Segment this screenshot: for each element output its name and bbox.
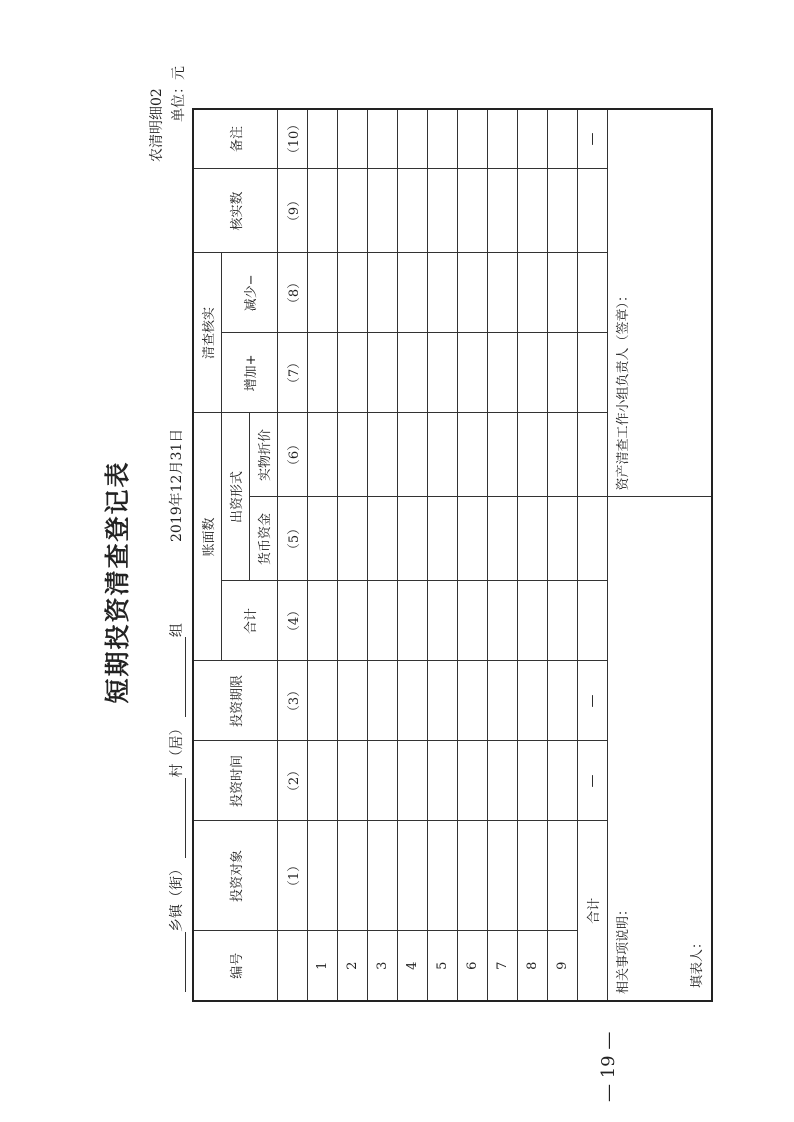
table-cell[interactable] [367, 253, 397, 333]
table-row [457, 109, 487, 1001]
table-cell[interactable] [307, 581, 337, 661]
table-cell[interactable] [307, 333, 337, 413]
row-number: 5 [427, 931, 457, 1001]
table-cell[interactable] [427, 109, 457, 169]
data-rows [307, 109, 577, 1001]
row-number: 4 [397, 931, 427, 1001]
table-cell[interactable] [397, 169, 427, 253]
column-number: （4） [277, 581, 307, 661]
table-cell[interactable] [457, 333, 487, 413]
table-cell[interactable] [457, 741, 487, 821]
table-cell[interactable] [397, 253, 427, 333]
table-cell[interactable] [547, 109, 577, 169]
table-cell[interactable] [337, 109, 367, 169]
table-cell[interactable] [367, 661, 397, 741]
header-verified: 核实数 [193, 169, 277, 253]
column-number: （5） [277, 497, 307, 581]
totals-cell[interactable] [577, 581, 607, 661]
table-cell[interactable] [337, 821, 367, 931]
location-line [166, 623, 186, 992]
table-cell[interactable] [307, 497, 337, 581]
table-cell[interactable] [367, 413, 397, 497]
form-title: 短期投资清查登记表 [103, 460, 132, 704]
responsible-label: 资产清查工作小组负责人（签章）： [615, 288, 631, 491]
column-number: （2） [277, 741, 307, 821]
table-cell[interactable] [427, 413, 457, 497]
table-row [517, 109, 547, 1001]
table-cell[interactable] [307, 109, 337, 169]
table-cell[interactable] [367, 497, 397, 581]
table-cell[interactable] [487, 741, 517, 821]
table-cell[interactable] [427, 581, 457, 661]
village-blank[interactable] [171, 778, 186, 858]
table-cell[interactable] [397, 109, 427, 169]
table-cell[interactable] [337, 497, 367, 581]
table-cell[interactable] [397, 741, 427, 821]
column-number: （8） [277, 253, 307, 333]
table-cell[interactable] [517, 253, 547, 333]
table-row [307, 109, 337, 1001]
table-cell[interactable] [427, 169, 457, 253]
table-cell[interactable] [517, 497, 547, 581]
table-cell[interactable] [397, 333, 427, 413]
table-cell[interactable] [337, 253, 367, 333]
table-cell[interactable] [427, 661, 457, 741]
header-no: 编号 [193, 931, 277, 1001]
table-cell[interactable] [487, 169, 517, 253]
table-cell[interactable] [517, 741, 547, 821]
row-number: 2 [337, 931, 367, 1001]
table-cell[interactable] [457, 821, 487, 931]
table-cell[interactable] [547, 741, 577, 821]
town-label: 乡镇（街） [169, 862, 185, 932]
table-cell[interactable] [427, 253, 457, 333]
header-decrease: 减少− [221, 253, 277, 333]
header-target: 投资对象 [193, 821, 277, 931]
related-notes-cell[interactable] [607, 497, 712, 1001]
table-cell[interactable] [517, 333, 547, 413]
table-row [487, 109, 517, 1001]
table-cell[interactable] [517, 821, 547, 931]
table-cell[interactable] [337, 741, 367, 821]
form-date: 2019年12月31日 [169, 428, 185, 542]
header-in-kind: 实物折价 [249, 413, 277, 497]
table-cell[interactable] [367, 333, 397, 413]
totals-dash: — [577, 741, 607, 821]
header-increase: 增加+ [221, 333, 277, 413]
table-cell[interactable] [547, 413, 577, 497]
table-cell[interactable] [547, 169, 577, 253]
totals-dash: — [577, 661, 607, 741]
row-number: 1 [307, 931, 337, 1001]
totals-row [577, 109, 607, 1001]
group-blank[interactable] [171, 637, 186, 717]
totals-cell[interactable] [577, 497, 607, 581]
header-total: 合计 [221, 581, 277, 661]
header-book: 账面数 [193, 413, 221, 661]
table-cell[interactable] [517, 169, 547, 253]
table-cell[interactable] [547, 497, 577, 581]
table-cell[interactable] [457, 661, 487, 741]
table-row [397, 109, 427, 1001]
table-cell[interactable] [457, 109, 487, 169]
column-number: （9） [277, 169, 307, 253]
totals-cell[interactable] [577, 169, 607, 253]
village-label: 村（居） [169, 721, 185, 778]
row-number: 3 [367, 931, 397, 1001]
column-number: （7） [277, 333, 307, 413]
table-cell[interactable] [487, 581, 517, 661]
table-cell[interactable] [397, 413, 427, 497]
responsible-cell[interactable] [607, 109, 712, 497]
table-cell[interactable] [487, 253, 517, 333]
table-cell[interactable] [397, 581, 427, 661]
table-cell[interactable] [337, 169, 367, 253]
column-number: （1） [277, 821, 307, 931]
totals-cell[interactable] [577, 413, 607, 497]
table-row [427, 109, 457, 1001]
table-cell[interactable] [337, 413, 367, 497]
table-cell[interactable] [427, 497, 457, 581]
table-cell[interactable] [457, 581, 487, 661]
table-cell[interactable] [337, 661, 367, 741]
table-cell[interactable] [487, 109, 517, 169]
investment-table [192, 108, 713, 1002]
table-cell[interactable] [487, 333, 517, 413]
header-cash: 货币资金 [249, 497, 277, 581]
row-number: 6 [457, 931, 487, 1001]
table-cell[interactable] [367, 109, 397, 169]
related-notes-label: 相关事项说明： [615, 902, 631, 994]
table-cell[interactable] [367, 821, 397, 931]
table-cell[interactable] [307, 661, 337, 741]
table-row [367, 109, 397, 1001]
totals-cell[interactable] [577, 253, 607, 333]
unit-label: 单位：元 [171, 66, 187, 122]
row-number: 7 [487, 931, 517, 1001]
totals-label: 合计 [577, 821, 607, 1001]
table-cell[interactable] [397, 661, 427, 741]
filler-label: 填表人： [690, 935, 705, 988]
table-cell[interactable] [487, 661, 517, 741]
table-cell[interactable] [427, 333, 457, 413]
table-cell[interactable] [487, 821, 517, 931]
table-cell[interactable] [427, 821, 457, 931]
table-cell[interactable] [307, 253, 337, 333]
table-cell[interactable] [457, 253, 487, 333]
table-cell[interactable] [337, 581, 367, 661]
table-cell[interactable] [427, 741, 457, 821]
table-cell[interactable] [517, 413, 547, 497]
table-row [547, 109, 577, 1001]
table-cell[interactable] [547, 581, 577, 661]
notes-row [607, 109, 712, 1001]
column-number: （3） [277, 661, 307, 741]
table-cell[interactable] [457, 497, 487, 581]
table-cell[interactable] [547, 253, 577, 333]
table-cell[interactable] [487, 497, 517, 581]
header-form-of-contribution: 出资形式 [221, 413, 249, 581]
table-cell[interactable] [517, 109, 547, 169]
table-cell[interactable] [307, 413, 337, 497]
table-cell[interactable] [547, 821, 577, 931]
town-blank[interactable] [171, 932, 186, 992]
table-cell[interactable] [307, 169, 337, 253]
table-cell[interactable] [367, 581, 397, 661]
page-number: — 19 — [598, 1031, 619, 1102]
table-cell[interactable] [367, 741, 397, 821]
column-number-row [277, 109, 307, 1001]
header-remark: 备注 [193, 109, 277, 169]
row-number: 8 [517, 931, 547, 1001]
totals-cell[interactable] [577, 333, 607, 413]
table-cell[interactable] [397, 497, 427, 581]
table-cell[interactable] [517, 581, 547, 661]
header-check: 清查核实 [193, 253, 221, 413]
table-cell[interactable] [487, 413, 517, 497]
row-number: 9 [547, 931, 577, 1001]
totals-dash: — [577, 109, 607, 169]
group-label: 组 [169, 623, 185, 638]
header-time: 投资时间 [193, 741, 277, 821]
table-cell[interactable] [547, 333, 577, 413]
table-cell[interactable] [307, 821, 337, 931]
form-code: 农清明细02 [149, 88, 165, 162]
column-number: （6） [277, 413, 307, 497]
table-cell[interactable] [337, 333, 367, 413]
table-row [337, 109, 367, 1001]
table-cell[interactable] [457, 413, 487, 497]
column-number-empty [277, 931, 307, 1001]
table-cell[interactable] [367, 169, 397, 253]
table-cell[interactable] [397, 821, 427, 931]
table-cell[interactable] [307, 741, 337, 821]
table-cell[interactable] [547, 661, 577, 741]
column-number: （10） [277, 109, 307, 169]
header-period: 投资期限 [193, 661, 277, 741]
table-cell[interactable] [457, 169, 487, 253]
table-cell[interactable] [517, 661, 547, 741]
